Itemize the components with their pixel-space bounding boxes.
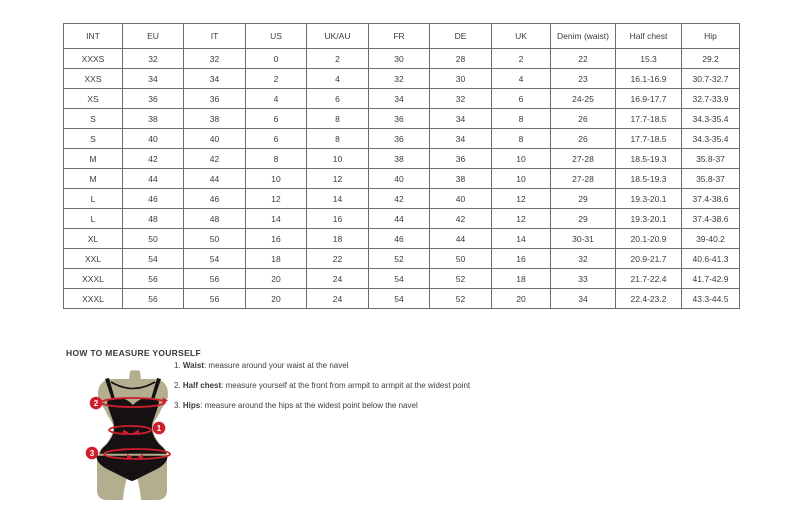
size-value-cell: 16: [492, 249, 551, 269]
column-header: Half chest: [616, 24, 682, 49]
size-value-cell: 50: [123, 229, 184, 249]
size-value-cell: 8: [307, 109, 369, 129]
size-value-cell: 44: [184, 169, 246, 189]
size-value-cell: 12: [307, 169, 369, 189]
size-value-cell: 19.3-20.1: [616, 209, 682, 229]
table-row: [64, 69, 740, 89]
size-value-cell: 10: [492, 169, 551, 189]
column-header: FR: [369, 24, 430, 49]
size-value-cell: 44: [430, 229, 492, 249]
size-value-cell: 16: [307, 209, 369, 229]
size-value-cell: 36: [369, 109, 430, 129]
size-value-cell: 10: [307, 149, 369, 169]
table-row: [64, 229, 740, 249]
table-row: [64, 109, 740, 129]
size-value-cell: 2: [307, 49, 369, 69]
step-label: Half chest: [182, 381, 222, 390]
size-value-cell: 44: [369, 209, 430, 229]
size-value-cell: 12: [492, 209, 551, 229]
size-value-cell: 6: [246, 109, 307, 129]
step-number: 3.: [174, 401, 183, 410]
size-value-cell: 42: [123, 149, 184, 169]
size-label-cell: XXL: [64, 249, 123, 269]
size-value-cell: 42: [184, 149, 246, 169]
size-value-cell: 50: [430, 249, 492, 269]
size-value-cell: 14: [307, 189, 369, 209]
size-value-cell: 38: [184, 109, 246, 129]
size-value-cell: 18.5-19.3: [616, 169, 682, 189]
size-value-cell: 17.7-18.5: [616, 109, 682, 129]
size-value-cell: 22: [551, 49, 616, 69]
size-value-cell: 4: [246, 89, 307, 109]
size-value-cell: 18.5-19.3: [616, 149, 682, 169]
size-value-cell: 20: [492, 289, 551, 309]
size-value-cell: 52: [430, 269, 492, 289]
size-value-cell: 6: [307, 89, 369, 109]
size-value-cell: 24-25: [551, 89, 616, 109]
size-value-cell: 37.4-38.6: [682, 189, 740, 209]
size-value-cell: 46: [123, 189, 184, 209]
size-value-cell: 21.7-22.4: [616, 269, 682, 289]
size-value-cell: 4: [307, 69, 369, 89]
size-value-cell: 50: [184, 229, 246, 249]
size-value-cell: 2: [246, 69, 307, 89]
measure-section-title: HOW TO MEASURE YOURSELF: [66, 348, 202, 358]
size-value-cell: 54: [369, 269, 430, 289]
size-value-cell: 32: [430, 89, 492, 109]
size-value-cell: 46: [369, 229, 430, 249]
size-label-cell: L: [64, 209, 123, 229]
size-value-cell: 8: [307, 129, 369, 149]
size-value-cell: 37.4-38.6: [682, 209, 740, 229]
size-value-cell: 32: [369, 69, 430, 89]
size-value-cell: 56: [184, 269, 246, 289]
size-value-cell: 36: [184, 89, 246, 109]
size-value-cell: 18: [307, 229, 369, 249]
size-value-cell: 34: [184, 69, 246, 89]
size-value-cell: 29: [551, 209, 616, 229]
size-value-cell: 18: [492, 269, 551, 289]
column-header: EU: [123, 24, 184, 49]
size-label-cell: XL: [64, 229, 123, 249]
size-value-cell: 12: [246, 189, 307, 209]
size-value-cell: 12: [492, 189, 551, 209]
size-value-cell: 4: [492, 69, 551, 89]
column-header: INT: [64, 24, 123, 49]
size-value-cell: 30: [369, 49, 430, 69]
size-value-cell: 10: [492, 149, 551, 169]
table-header-row: [64, 24, 740, 49]
size-value-cell: 34.3-35.4: [682, 129, 740, 149]
size-value-cell: 41.7-42.9: [682, 269, 740, 289]
size-value-cell: 10: [246, 169, 307, 189]
size-value-cell: 34: [369, 89, 430, 109]
size-value-cell: 40: [430, 189, 492, 209]
size-value-cell: 48: [123, 209, 184, 229]
size-value-cell: 33: [551, 269, 616, 289]
size-value-cell: 56: [123, 289, 184, 309]
step-text: : measure yourself at the front from armpit to armpit at the widest point: [221, 381, 471, 390]
size-chart-table: [63, 23, 740, 309]
size-value-cell: 16.1-16.9: [616, 69, 682, 89]
size-value-cell: 40.6-41.3: [682, 249, 740, 269]
size-value-cell: 26: [551, 129, 616, 149]
size-value-cell: 26: [551, 109, 616, 129]
size-label-cell: M: [64, 149, 123, 169]
size-value-cell: 17.7-18.5: [616, 129, 682, 149]
size-value-cell: 38: [123, 109, 184, 129]
size-value-cell: 32: [123, 49, 184, 69]
size-value-cell: 16: [246, 229, 307, 249]
table-row: [64, 169, 740, 189]
size-chart: [63, 23, 740, 309]
size-value-cell: 14: [246, 209, 307, 229]
size-value-cell: 15.3: [616, 49, 682, 69]
size-value-cell: 34: [551, 289, 616, 309]
size-value-cell: 40: [184, 129, 246, 149]
column-header: Hip: [682, 24, 740, 49]
size-value-cell: 27-28: [551, 149, 616, 169]
size-value-cell: 29.2: [682, 49, 740, 69]
size-value-cell: 8: [246, 149, 307, 169]
size-value-cell: 38: [430, 169, 492, 189]
size-value-cell: 24: [307, 289, 369, 309]
size-value-cell: 18: [246, 249, 307, 269]
size-value-cell: 54: [123, 249, 184, 269]
size-value-cell: 34: [430, 109, 492, 129]
size-value-cell: 44: [123, 169, 184, 189]
column-header: IT: [184, 24, 246, 49]
size-value-cell: 42: [430, 209, 492, 229]
measure-step: [174, 401, 470, 410]
table-row: [64, 209, 740, 229]
size-value-cell: 20: [246, 289, 307, 309]
size-label-cell: XS: [64, 89, 123, 109]
size-value-cell: 35.8-37: [682, 169, 740, 189]
size-value-cell: 54: [369, 289, 430, 309]
size-value-cell: 54: [184, 249, 246, 269]
size-value-cell: 20.1-20.9: [616, 229, 682, 249]
size-value-cell: 32: [551, 249, 616, 269]
size-label-cell: L: [64, 189, 123, 209]
size-value-cell: 40: [369, 169, 430, 189]
size-label-cell: M: [64, 169, 123, 189]
size-label-cell: S: [64, 129, 123, 149]
step-label: Waist: [182, 361, 204, 370]
size-value-cell: 6: [492, 89, 551, 109]
size-value-cell: 22.4-23.2: [616, 289, 682, 309]
size-value-cell: 14: [492, 229, 551, 249]
size-value-cell: 20: [246, 269, 307, 289]
size-value-cell: 43.3-44.5: [682, 289, 740, 309]
size-value-cell: 24: [307, 269, 369, 289]
size-value-cell: 46: [184, 189, 246, 209]
size-value-cell: 35.8-37: [682, 149, 740, 169]
size-value-cell: 8: [492, 109, 551, 129]
column-header: DE: [430, 24, 492, 49]
table-row: [64, 289, 740, 309]
size-value-cell: 29: [551, 189, 616, 209]
size-value-cell: 6: [246, 129, 307, 149]
size-value-cell: 32.7-33.9: [682, 89, 740, 109]
column-header: UK: [492, 24, 551, 49]
size-value-cell: 30.7-32.7: [682, 69, 740, 89]
size-value-cell: 20.9-21.7: [616, 249, 682, 269]
size-value-cell: 56: [123, 269, 184, 289]
size-value-cell: 30-31: [551, 229, 616, 249]
table-row: [64, 129, 740, 149]
column-header: US: [246, 24, 307, 49]
column-header: UK/AU: [307, 24, 369, 49]
size-value-cell: 36: [430, 149, 492, 169]
size-value-cell: 34: [430, 129, 492, 149]
size-value-cell: 48: [184, 209, 246, 229]
size-value-cell: 52: [430, 289, 492, 309]
table-row: [64, 49, 740, 69]
size-value-cell: 34.3-35.4: [682, 109, 740, 129]
table-body: [64, 49, 740, 309]
table-row: [64, 269, 740, 289]
badge-hips-number: 3: [89, 449, 95, 458]
size-value-cell: 23: [551, 69, 616, 89]
table-row: [64, 189, 740, 209]
step-text: : measure around the hips at the widest point below the navel: [200, 401, 418, 410]
table-row: [64, 149, 740, 169]
table-row: [64, 249, 740, 269]
size-label-cell: XXXL: [64, 269, 123, 289]
size-value-cell: 42: [369, 189, 430, 209]
size-value-cell: 30: [430, 69, 492, 89]
size-value-cell: 36: [369, 129, 430, 149]
size-value-cell: 8: [492, 129, 551, 149]
step-number: 1.: [174, 361, 183, 370]
size-value-cell: 27-28: [551, 169, 616, 189]
measure-step: [174, 381, 470, 390]
size-value-cell: 2: [492, 49, 551, 69]
step-number: 2.: [174, 381, 183, 390]
step-text: : measure around your waist at the navel: [203, 361, 349, 370]
step-label: Hips: [182, 401, 201, 410]
size-value-cell: 32: [184, 49, 246, 69]
size-value-cell: 38: [369, 149, 430, 169]
size-value-cell: 40: [123, 129, 184, 149]
size-value-cell: 28: [430, 49, 492, 69]
size-value-cell: 56: [184, 289, 246, 309]
size-value-cell: 16.9-17.7: [616, 89, 682, 109]
measure-steps: [174, 361, 470, 421]
size-value-cell: 34: [123, 69, 184, 89]
measure-step: [174, 361, 470, 370]
badge-waist-number: 1: [156, 424, 162, 433]
table-row: [64, 89, 740, 109]
badge-chest-number: 2: [93, 399, 99, 408]
size-label-cell: XXXL: [64, 289, 123, 309]
size-value-cell: 36: [123, 89, 184, 109]
column-header: Denim (waist): [551, 24, 616, 49]
size-value-cell: 0: [246, 49, 307, 69]
size-value-cell: 19.3-20.1: [616, 189, 682, 209]
size-label-cell: XXS: [64, 69, 123, 89]
size-label-cell: S: [64, 109, 123, 129]
size-value-cell: 22: [307, 249, 369, 269]
size-value-cell: 52: [369, 249, 430, 269]
size-value-cell: 39-40.2: [682, 229, 740, 249]
size-label-cell: XXXS: [64, 49, 123, 69]
